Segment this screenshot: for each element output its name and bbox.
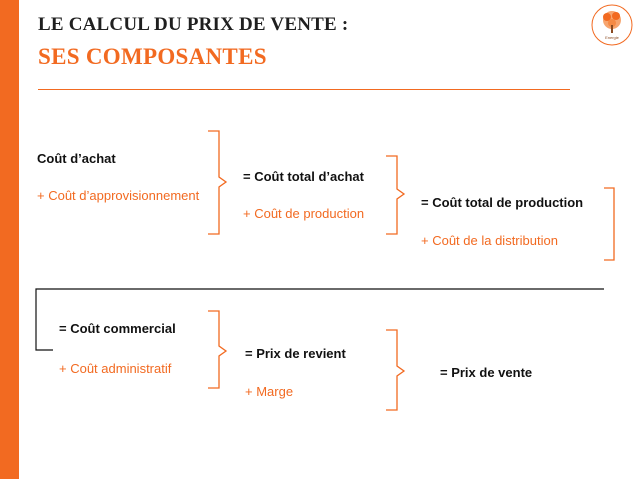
page-title: LE CALCUL DU PRIX DE VENTE : xyxy=(38,14,349,35)
title-divider xyxy=(38,89,570,90)
brace-3 xyxy=(604,188,614,260)
cout-total-achat-label: = Coût total d’achat xyxy=(243,169,364,184)
prix-revient-label: = Prix de revient xyxy=(245,346,346,361)
brace-5 xyxy=(386,330,404,410)
accent-side-bar xyxy=(0,0,19,479)
brace-4 xyxy=(208,311,226,388)
prix-vente-label: = Prix de vente xyxy=(440,365,533,380)
page-subtitle: SES COMPOSANTES xyxy=(38,44,267,69)
approvisionnement-label: + Coût d’approvisionnement xyxy=(37,188,200,203)
marge-label: + Marge xyxy=(245,384,294,399)
logo-caption: Energie xyxy=(605,35,619,40)
distribution-label: + Coût de la distribution xyxy=(421,233,558,248)
tree-logo-icon xyxy=(590,3,634,47)
cout-achat-label: Coût d’achat xyxy=(37,151,116,166)
brace-2 xyxy=(386,156,404,234)
brace-1 xyxy=(208,131,226,234)
cout-commercial-label: = Coût commercial xyxy=(59,321,176,336)
administratif-label: + Coût administratif xyxy=(59,361,172,376)
cout-total-production-label: = Coût total de production xyxy=(421,195,584,210)
wrap-connector xyxy=(36,289,604,350)
production-label: + Coût de production xyxy=(243,206,365,221)
